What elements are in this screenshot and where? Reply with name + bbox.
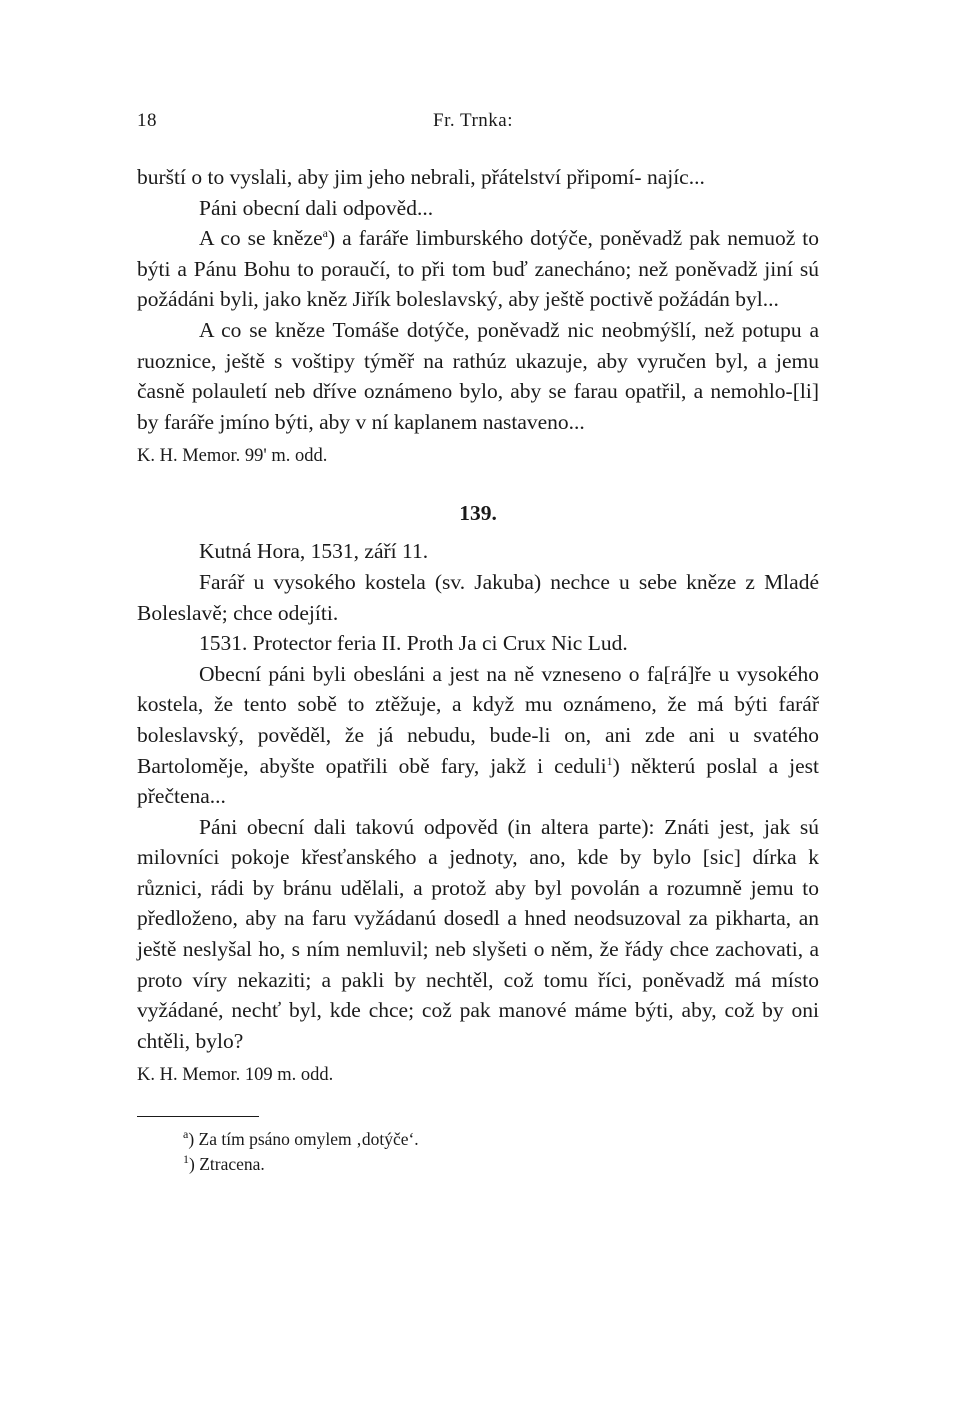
footnote-divider [137, 1116, 259, 1117]
paragraph [137, 223, 819, 315]
paragraph: burští o to vyslali, aby jim jeho nebrali, přátelství připomí- najíc... [137, 165, 705, 189]
document-number: 139. [459, 501, 497, 526]
footnote-text: ) Ztracena. [189, 1154, 265, 1175]
paragraph-text: A co se kněze [199, 226, 323, 251]
summary: Farář u vysokého kostela (sv. Jakuba) nechce u sebe kněze z Mladé Boleslavě; chce odejíti. [137, 569, 819, 625]
paragraph-text: ) a faráře limburského dotýče, poněvadž pak nemuož to býti a Pánu Bohu to poraučí, to při tom buď zanecháno; než poněvadž jiní sú požádáni byli, jako kněz Jiřík boleslavský, aby ještě poctivě požádán byl... [137, 226, 820, 312]
footnote-mark: 1 [606, 753, 613, 768]
source-citation: K. H. Memor. 99' m. odd. [137, 446, 328, 467]
paragraph [137, 659, 819, 812]
footnote-text: ) Za tím psáno omylem ‚dotýče‘. [188, 1129, 419, 1150]
paragraph: Páni obecní dali takovú odpověd (in altera parte): Znáti jest, jak sú milovníci pokoje křesťanského a jednoty, ano, kde by bylo [sic] dírka k různici, rádi by bránu udělali, a protož aby byl povolán a rozumně jemu to předloženo, aby na faru vyžádanú dosedl a hned neodsuzoval za pikharta, an ještě neslyšal ho, s ním nemluvil; neb slyšeti o něm, že řády chce zachovati, a proto víry nekaziti; a pakli by nechtěl, což tomu říci, poněvadž má místo vyžádané, nechť byl, kde chce; což pak manové máme býti, aby, což by oni chtěli, bylo? [137, 814, 819, 1053]
rubric: 1531. Protector feria II. Proth Ja ci Crux Nic Lud. [199, 631, 628, 656]
running-title: Fr. Trnka: [433, 110, 513, 131]
source-citation: K. H. Memor. 109 m. odd. [137, 1065, 334, 1086]
footnote-mark: 1 [183, 1152, 189, 1167]
paragraph-text: ) některú poslal a jest přečtena... [137, 753, 819, 809]
footnote [183, 1127, 819, 1152]
document-page [137, 110, 819, 1177]
footnotes [137, 1127, 819, 1177]
document-body [137, 536, 819, 1056]
footnote [183, 1152, 819, 1177]
page-number: 18 [137, 110, 157, 131]
section-a [137, 162, 819, 437]
paragraph-text: Obecní páni byli obesláni a jest na ně vzneseno o fa[rá]ře u vysokého kostela, že tento sobě to ztěžuje, a když mu oznámeno, že má býti farář boleslavský, pověděl, že já nebudu, bude-li on, ani zde ani u svatého Bartoloměje, abyšte opatřili obě fary, jakž i ceduli [137, 661, 819, 778]
footnote-mark: a [322, 226, 328, 241]
page-header [137, 110, 819, 142]
dateline: Kutná Hora, 1531, září 11. [199, 539, 429, 564]
footnote-mark: a [183, 1127, 189, 1142]
paragraph: Páni obecní dali odpověd... [199, 195, 434, 220]
paragraph: A co se kněze Tomáše dotýče, poněvadž nic neobmýšlí, než potupu a ruoznice, ještě s voštipy týměř na rathúz ukazuje, aby vyručen byl, a jemu časně polauletí neb dříve oznámeno bylo, aby se farau opatřil, a nemohlo-[li] by faráře jmíno býti, aby v ní kaplanem nastaveno... [137, 317, 819, 434]
